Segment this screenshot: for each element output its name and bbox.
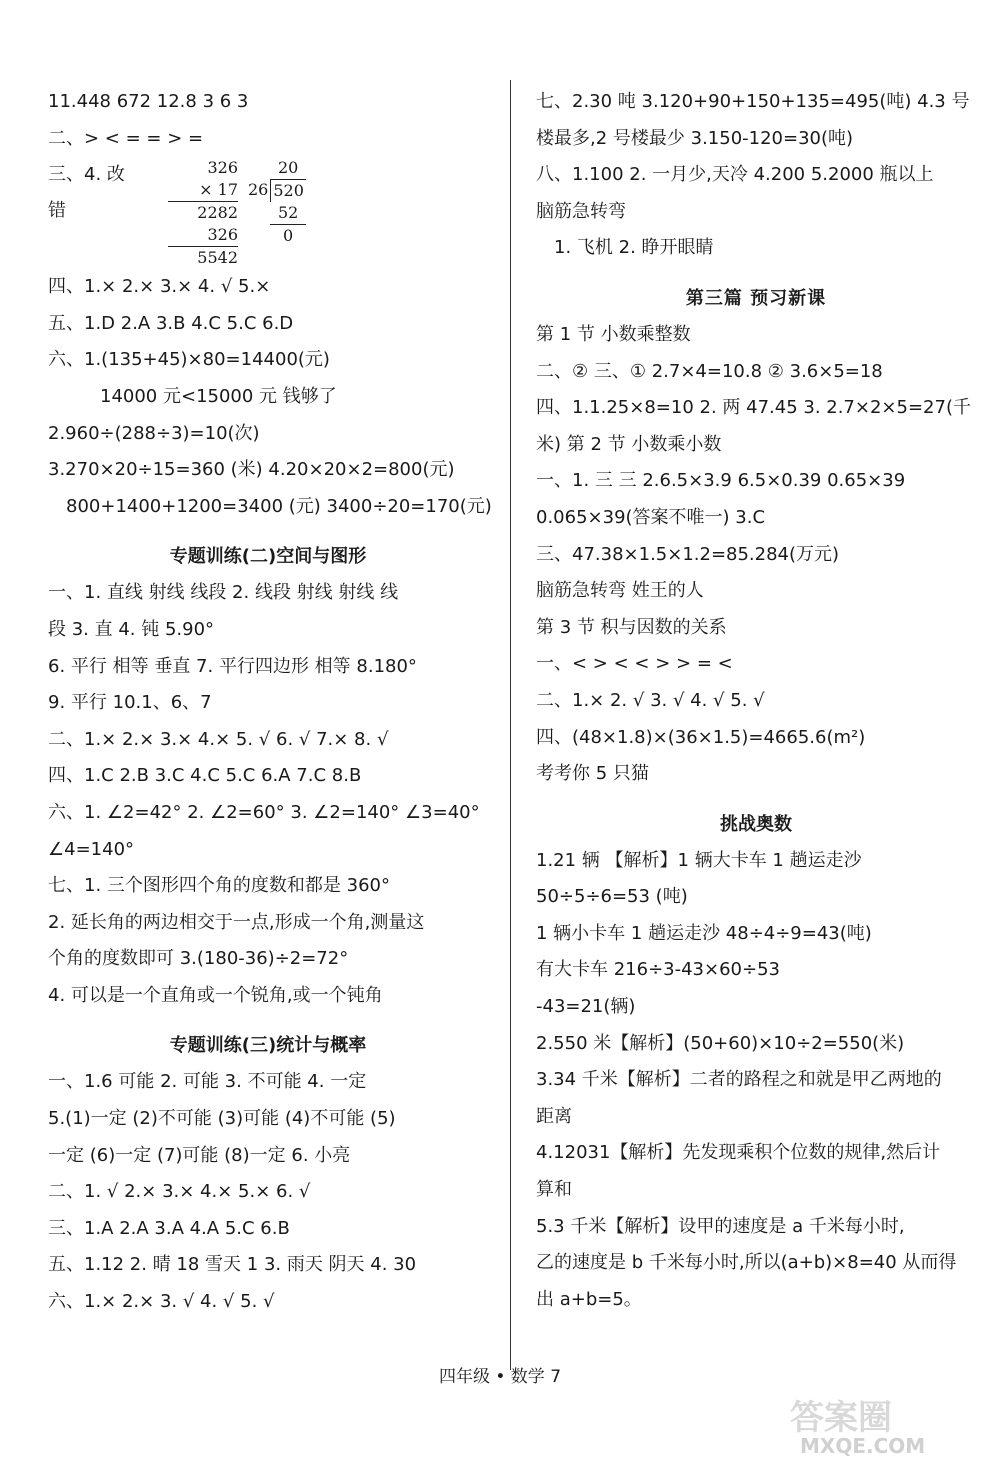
answer-line: 1. 飞机 2. 睁开眼睛 — [554, 237, 714, 259]
answer-line: 三、1.A 2.A 3.A 4.A 5.C 6.B — [48, 1217, 290, 1239]
answer-line: 5.(1)一定 (2)不可能 (3)可能 (4)不可能 (5) — [48, 1108, 396, 1130]
answer-line: 段 3. 直 4. 钝 5.90° — [48, 618, 215, 640]
answer-line: 11.448 672 12.8 3 6 3 — [48, 91, 249, 112]
watermark-url: MXQE.COM — [800, 1434, 926, 1458]
answer-line: 一定 (6)一定 (7)可能 (8)一定 6. 小亮 — [48, 1144, 351, 1166]
calc-number: × 17 — [168, 179, 238, 202]
answer-line: 有大卡车 216÷3-43×60÷53 — [536, 959, 780, 981]
answer-line: 1 辆小卡车 1 趟运走沙 48÷4÷9=43(吨) — [536, 922, 872, 944]
answer-line: 七、2.30 吨 3.120+90+150+135=495(吨) 4.3 号 — [536, 91, 970, 112]
answer-line: 2.960÷(288÷3)=10(次) — [48, 422, 260, 444]
answer-label: 三、4. 改错 — [48, 164, 125, 222]
answer-line: 三、47.38×1.5×1.2=85.284(万元) — [536, 543, 840, 565]
calc-number: 326 — [207, 158, 238, 178]
answer-line: 2.550 米【解析】(50+60)×10÷2=550(米) — [536, 1032, 905, 1054]
answer-line: 4.12031【解析】先发现乘积个位数的规律,然后计 — [536, 1142, 941, 1164]
calc-number: 5542 — [197, 248, 238, 268]
answer-line: 五、1.D 2.A 3.B 4.C 5.C 6.D — [48, 312, 294, 334]
answer-line: 四、1.1.25×8=10 2. 两 47.45 3. 2.7×2×5=27(千 — [536, 397, 971, 419]
answer-line: 二、> < = = > = — [48, 127, 204, 149]
answer-line: 二、② 三、① 2.7×4=10.8 ② 3.6×5=18 — [536, 360, 883, 382]
answer-line: 脑筋急转弯 姓王的人 — [536, 580, 704, 602]
answer-line: 一、1.6 可能 2. 可能 3. 不可能 4. 一定 — [48, 1071, 367, 1093]
answer-line: 考考你 5 只猫 — [536, 763, 649, 785]
calc-number: 52 — [270, 202, 306, 225]
answer-line: 第 1 节 小数乘整数 — [536, 323, 691, 345]
calc-number: 2282 — [197, 203, 238, 223]
answer-line: 二、1. √ 2.× 3.× 4.× 5.× 6. √ — [48, 1181, 311, 1203]
page-footer: 四年级 • 数学 7 — [438, 1367, 562, 1387]
section-heading: 专题训练(三)统计与概率 — [169, 1035, 367, 1057]
answer-line: 出 a+b=5。 — [536, 1288, 642, 1310]
answer-line: 四、1.C 2.B 3.C 4.C 5.C 6.A 7.C 8.B — [48, 765, 362, 787]
answer-line: 800+1400+1200=3400 (元) 3400÷20=170(元) — [66, 495, 492, 517]
left-column — [48, 84, 492, 1321]
division-block — [248, 157, 306, 247]
answer-line: 楼最多,2 号楼最少 3.150-120=30(吨) — [536, 127, 854, 149]
answer-line: 50÷5÷6=53 (吨) — [536, 886, 688, 908]
answer-line: 3.270×20÷15=360 (米) 4.20×20×2=800(元) — [48, 459, 455, 481]
answer-line: 1.21 辆 【解析】1 辆大卡车 1 趟运走沙 — [536, 849, 862, 871]
answer-line: ∠4=140° — [48, 838, 135, 860]
answer-line: 4. 可以是一个直角或一个锐角,或一个钝角 — [48, 984, 383, 1006]
dividend: 520 — [270, 180, 306, 202]
answer-line: 6. 平行 相等 垂直 7. 平行四边形 相等 8.180° — [48, 655, 417, 677]
answer-line: 四、(48×1.8)×(36×1.5)=4665.6(m²) — [536, 726, 866, 748]
section-heading: 专题训练(二)空间与图形 — [169, 546, 367, 568]
quotient: 20 — [270, 157, 306, 180]
answer-line: 9. 平行 10.1、6、7 — [48, 692, 212, 714]
section-heading: 第三篇 预习新课 — [685, 287, 827, 309]
answer-line: 0.065×39(答案不唯一) 3.C — [536, 506, 766, 528]
answer-line: 一、< > < < > > = < — [536, 653, 733, 675]
answer-line: 算和 — [536, 1179, 572, 1201]
answer-line: 脑筋急转弯 — [536, 200, 626, 222]
answer-line: 二、1.× 2. √ 3. √ 4. √ 5. √ — [536, 689, 765, 711]
section-heading: 挑战奥数 — [720, 813, 792, 835]
right-column — [536, 84, 976, 1318]
answer-line: 五、1.12 2. 晴 18 雪天 1 3. 雨天 阴天 4. 30 — [48, 1254, 417, 1276]
divisor: 26 — [248, 180, 269, 200]
answer-line: 5.3 千米【解析】设甲的速度是 a 千米每小时, — [536, 1215, 905, 1237]
answer-line: 第 3 节 积与因数的关系 — [536, 616, 727, 638]
answer-line: 八、1.100 2. 一月少,天冷 4.200 5.2000 瓶以上 — [536, 164, 934, 186]
answer-line: 14000 元<15000 元 钱够了 — [100, 385, 337, 407]
answer-line: 米) 第 2 节 小数乘小数 — [536, 433, 722, 455]
multiplication-block — [168, 157, 238, 269]
answer-line: 四、1.× 2.× 3.× 4. √ 5.× — [48, 276, 271, 298]
answer-line: 七、1. 三个图形四个角的度数和都是 360° — [48, 875, 390, 897]
answer-line: 二、1.× 2.× 3.× 4.× 5. √ 6. √ 7.× 8. √ — [48, 728, 389, 750]
answer-line: 六、1. ∠2=42° 2. ∠2=60° 3. ∠2=140° ∠3=40° — [48, 801, 480, 823]
remainder: 0 — [283, 226, 294, 246]
answer-line: 乙的速度是 b 千米每小时,所以(a+b)×8=40 从而得 — [536, 1252, 957, 1274]
answer-line: 3.34 千米【解析】二者的路程之和就是甲乙两地的 — [536, 1069, 942, 1091]
answer-line: 一、1. 三 三 2.6.5×3.9 6.5×0.39 0.65×39 — [536, 470, 906, 492]
calc-number: 326 — [168, 224, 238, 247]
answer-line: 个角的度数即可 3.(180-36)÷2=72° — [48, 948, 349, 970]
column-divider — [510, 80, 511, 1370]
answer-line: 2. 延长角的两边相交于一点,形成一个角,测量这 — [48, 911, 425, 933]
answer-line: 距离 — [536, 1105, 572, 1127]
division-body — [270, 157, 306, 247]
answer-line: -43=21(辆) — [536, 996, 636, 1018]
answer-line: 一、1. 直线 射线 线段 2. 线段 射线 射线 线 — [48, 582, 399, 604]
watermark-logo: 答案圈 — [790, 1398, 892, 1438]
answer-line: 六、1.× 2.× 3. √ 4. √ 5. √ — [48, 1291, 275, 1313]
answer-line: 六、1.(135+45)×80=14400(元) — [48, 349, 330, 371]
vertical-calculation — [48, 157, 488, 269]
